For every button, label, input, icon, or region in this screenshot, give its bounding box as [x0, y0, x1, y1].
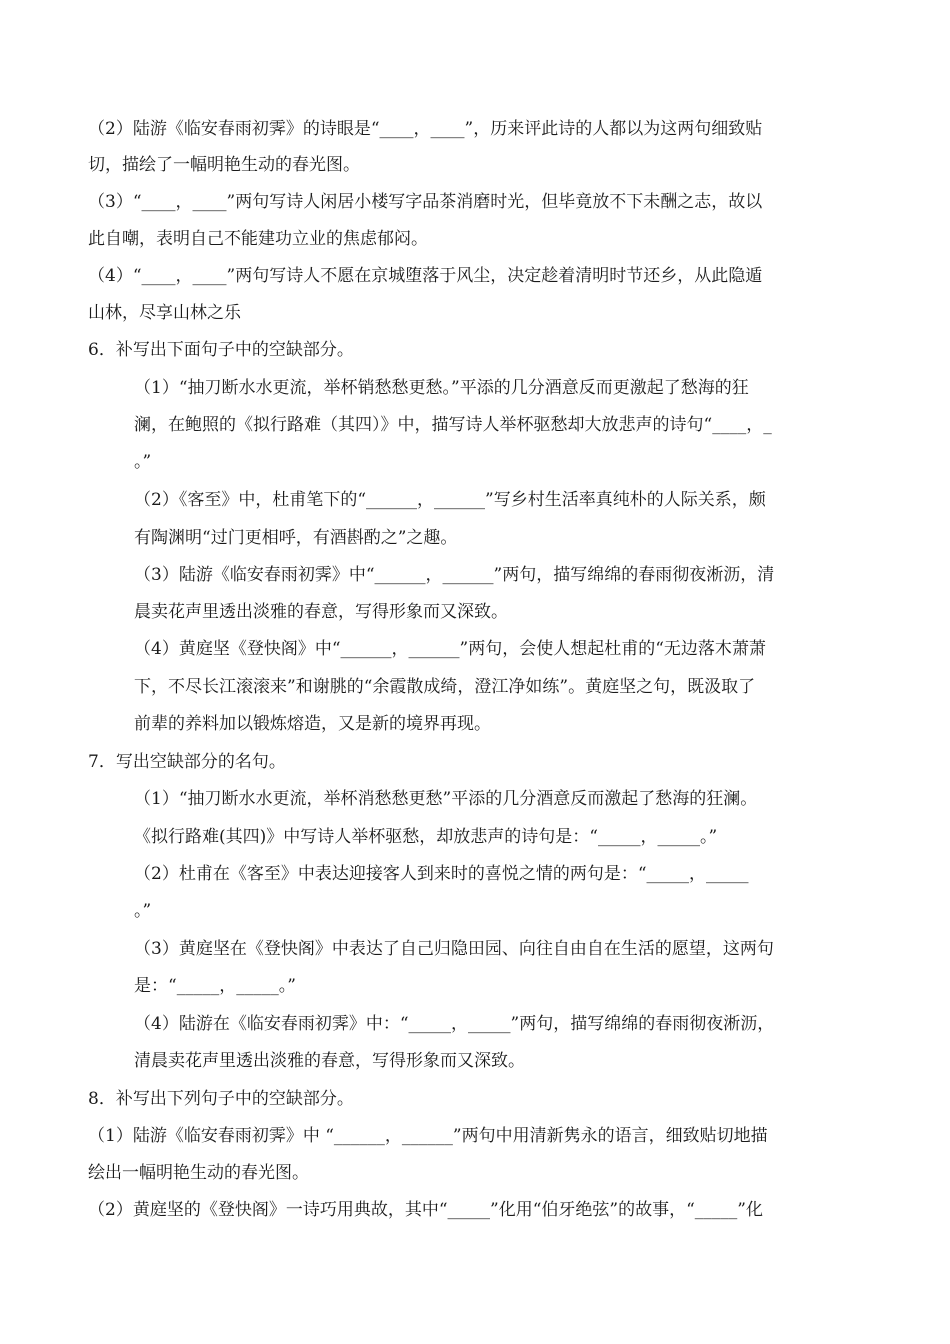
- q7-3-line-2: 是：“_____，_____。”: [134, 976, 296, 996]
- q7-2-line-2: 。”: [134, 901, 152, 921]
- q5-3-line-2: 此自嘲，表明自己不能建功立业的焦虑郁闷。: [88, 229, 428, 249]
- q7-4-line-1: （4）陆游在《临安春雨初霁》中：“_____，_____”两句，描写绵绵的春雨彻夜淅沥，: [134, 1014, 775, 1034]
- q6-1-line-3: 。”: [134, 452, 152, 472]
- q6-3-line-1: （3）陆游《临安春雨初霁》中“______，______”两句，描写绵绵的春雨彻夜淅沥，清: [134, 565, 775, 585]
- q8-1-line-2: 绘出一幅明艳生动的春光图。: [88, 1163, 309, 1183]
- q5-4-line-2: 山林，尽享山林之乐: [88, 303, 241, 323]
- q7-2-line-1: （2）杜甫在《客至》中表达迎接客人到来时的喜悦之情的两句是：“_____，_____: [134, 864, 749, 884]
- q5-2-line-2: 切，描绘了一幅明艳生动的春光图。: [88, 155, 360, 175]
- q5-4-line-1: （4）“____，____”两句写诗人不愿在京城堕落于风尘，决定趁着清明时节还乡，从此隐遁: [88, 266, 763, 286]
- q7-3-line-1: （3）黄庭坚在《登快阁》中表达了自己归隐田园、向往自由自在生活的愿望，这两句: [134, 939, 774, 959]
- q6-4-line-2: 下，不尽长江滚滚来”和谢朓的“余霞散成绮，澄江净如练”。黄庭坚之句，既汲取了: [134, 677, 756, 697]
- q7-4-line-2: 清晨卖花声里透出淡雅的春意，写得形象而又深致。: [134, 1051, 525, 1071]
- q7-1-line-2: 《拟行路难(其四)》中写诗人举杯驱愁，却放悲声的诗句是：“_____，_____。”: [134, 827, 718, 847]
- q6-2-line-1: （2）《客至》中，杜甫笔下的“______，______”写乡村生活率真纯朴的人际关系，颇: [134, 490, 766, 510]
- question-6-heading: 6．补写出下面句子中的空缺部分。: [88, 340, 354, 360]
- q7-1-line-1: （1）“抽刀断水水更流，举杯消愁愁更愁”平添的几分酒意反而激起了愁海的狂澜。: [134, 789, 758, 809]
- question-7-heading: 7．写出空缺部分的名句。: [88, 752, 286, 772]
- q6-2-line-2: 有陶渊明“过门更相呼，有酒斟酌之”之趣。: [134, 528, 458, 548]
- q6-1-line-1: （1）“抽刀断水水更流，举杯销愁愁更愁。”平添的几分酒意反而更激起了愁海的狂: [134, 378, 749, 398]
- q6-4-line-3: 前辈的养料加以锻炼熔造，又是新的境界再现。: [134, 714, 491, 734]
- q8-2-line-1: （2）黄庭坚的《登快阁》一诗巧用典故，其中“_____”化用“伯牙绝弦”的故事，“_____”化: [88, 1200, 763, 1220]
- q6-1-line-2: 澜，在鲍照的《拟行路难（其四）》中，描写诗人举杯驱愁却大放悲声的诗句“____，_: [134, 415, 772, 435]
- q5-2-line-1: （2）陆游《临安春雨初霁》的诗眼是“____，____”，历来评此诗的人都以为这两句细致贴: [88, 119, 763, 139]
- question-8-heading: 8．补写出下列句子中的空缺部分。: [88, 1089, 354, 1109]
- q6-3-line-2: 晨卖花声里透出淡雅的春意，写得形象而又深致。: [134, 602, 508, 622]
- q8-1-line-1: （1）陆游《临安春雨初霁》中 “______，______”两句中用清新隽永的语言，细致贴切地描: [88, 1126, 768, 1146]
- q5-3-line-1: （3）“____，____”两句写诗人闲居小楼写字品茶消磨时光，但毕竟放不下未酬之志，故以: [88, 192, 763, 212]
- q6-4-line-1: （4）黄庭坚《登快阁》中“______，______”两句，会使人想起杜甫的“无边落木萧萧: [134, 639, 766, 659]
